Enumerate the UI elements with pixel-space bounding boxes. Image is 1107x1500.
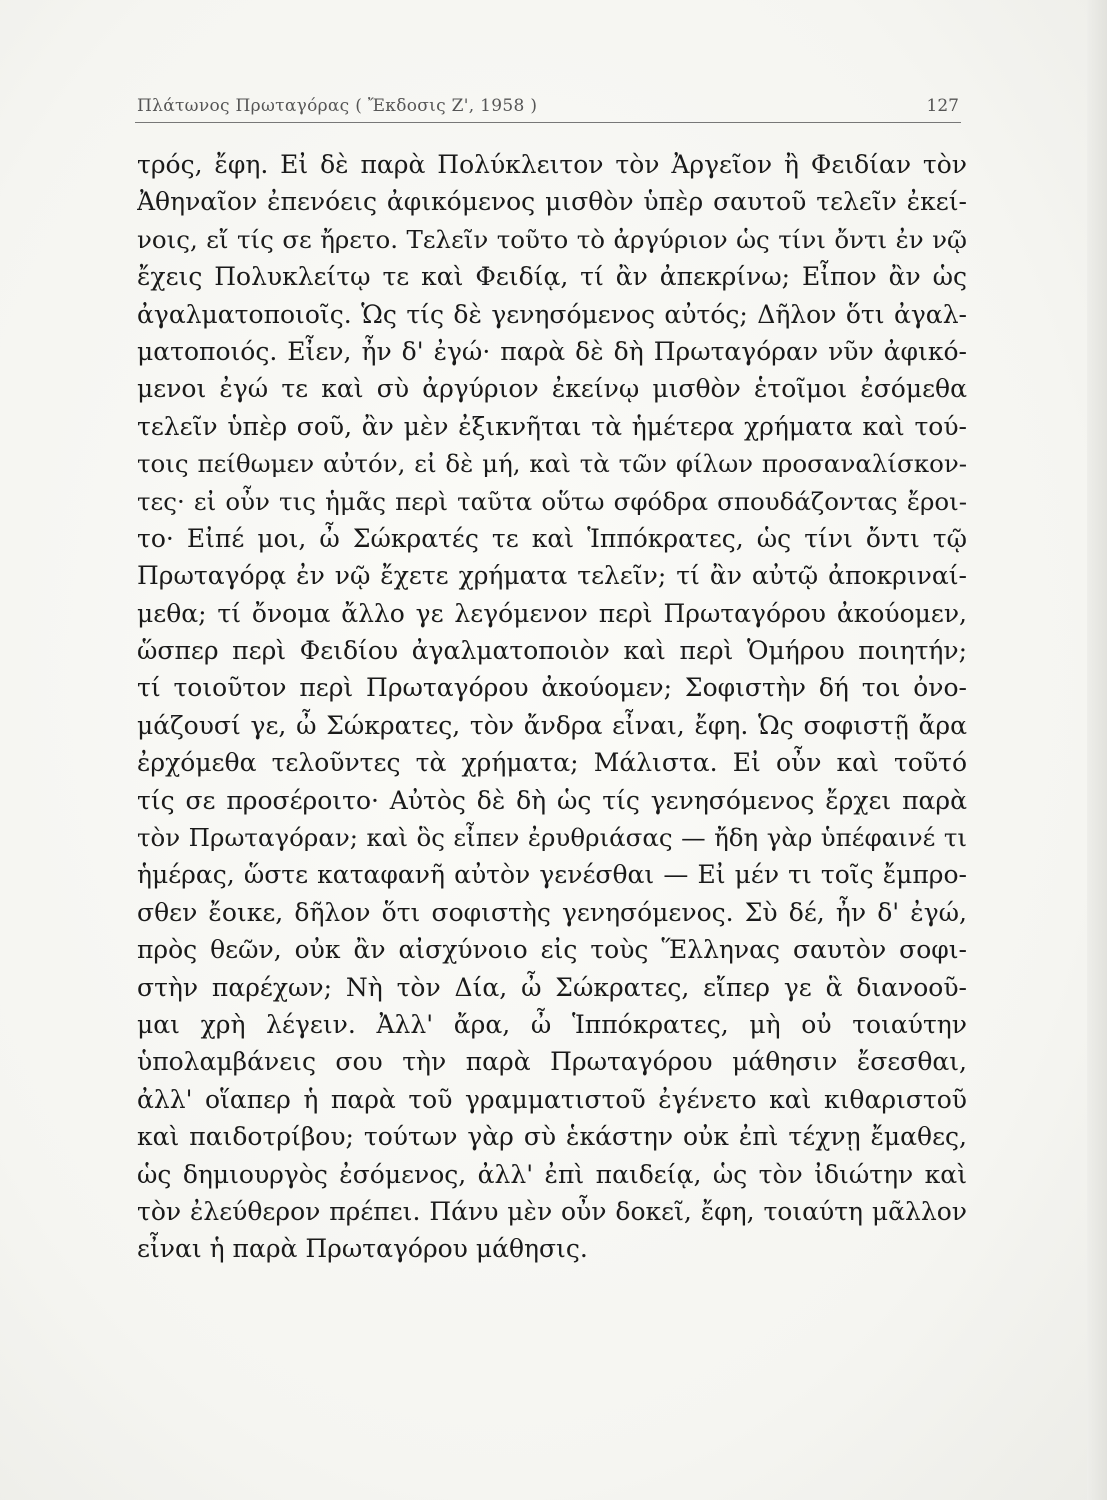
text-line: τρός, ἔφη. Εἰ δὲ παρὰ Πολύκλειτον τὸν Ἀργεῖον ἢ Φειδίαν τὸν (137, 150, 967, 179)
text-line: ὡς δημιουργὸς ἐσόμενος, ἀλλ' ἐπὶ παιδείᾳ, ὡς τὸν ἰδιώτην καὶ (137, 1159, 967, 1189)
text-line: ἀγαλματοποιοῖς. Ὡς τίς δὲ γενησόμενος αὐτός; Δῆλον ὅτι ἀγαλ- (137, 299, 967, 329)
text-line: τὸν Πρωταγόραν; καὶ ὃς εἶπεν ἐρυθριάσας — ἤδη γὰρ ὑπέφαινέ τι (137, 823, 967, 853)
text-line: ἔχεις Πολυκλείτῳ τε καὶ Φειδίᾳ, τί ἂν ἀπεκρίνω; Εἶπον ἂν ὡς (137, 262, 967, 292)
text-line: πρὸς θεῶν, οὐκ ἂν αἰσχύνοιο εἰς τοὺς Ἕλληνας σαυτὸν σοφι- (137, 935, 967, 965)
text-line: εἶναι ἡ παρὰ Πρωταγόρου μάθησις. (137, 1234, 588, 1264)
text-line: μενοι ἐγώ τε καὶ σὺ ἀργύριον ἐκείνῳ μισθὸν ἑτοῖμοι ἐσόμεθα (137, 374, 967, 404)
text-line: τί τοιοῦτον περὶ Πρωταγόρου ἀκούομεν; Σοφιστὴν δή τοι ὀνο- (137, 673, 967, 703)
text-line: στὴν παρέχων; Νὴ τὸν Δία, ὦ Σώκρατες, εἴπερ γε ἃ διανοοῦ- (137, 972, 967, 1002)
text-line: ἡμέρας, ὥστε καταφανῆ αὐτὸν γενέσθαι — Εἰ μέν τι τοῖς ἔμπρο- (137, 860, 967, 890)
page-number: 127 (926, 96, 959, 116)
text-line: ὥσπερ περὶ Φειδίου ἀγαλματοποιὸν καὶ περὶ Ὁμήρου ποιητήν; (137, 636, 967, 666)
text-line: ματοποιός. Εἶεν, ἦν δ' ἐγώ· παρὰ δὲ δὴ Πρωταγόραν νῦν ἀφικό- (137, 336, 967, 366)
text-line: Ἀθηναῖον ἐπενόεις ἀφικόμενος μισθὸν ὑπὲρ σαυτοῦ τελεῖν ἐκεί- (137, 187, 967, 217)
text-line: μεθα; τί ὄνομα ἄλλο γε λεγόμενον περὶ Πρωταγόρου ἀκούομεν, (137, 598, 967, 628)
text-line: νοις, εἴ τίς σε ἤρετο. Τελεῖν τοῦτο τὸ ἀργύριον ὡς τίνι ὄντι ἐν νῷ (137, 224, 967, 254)
running-header-title: Πλάτωνος Πρωταγόρας ( Ἔκδοσις Ζ', 1958 ) (137, 96, 538, 116)
text-line: καὶ παιδοτρίβου; τούτων γὰρ σὺ ἑκάστην οὐκ ἐπὶ τέχνῃ ἔμαθες, (137, 1122, 967, 1152)
text-line: τοις πείθωμεν αὐτόν, εἰ δὲ μή, καὶ τὰ τῶν φίλων προσαναλίσκον- (137, 449, 967, 479)
text-line: μαι χρὴ λέγειν. Ἀλλ' ἄρα, ὦ Ἱππόκρατες, μὴ οὐ τοιαύτην (137, 1009, 967, 1039)
page-edge (1087, 0, 1107, 1500)
text-line: σθεν ἔοικε, δῆλον ὅτι σοφιστὴς γενησόμενος. Σὺ δέ, ἦν δ' ἐγώ, (137, 897, 967, 927)
text-line: το· Εἰπέ μοι, ὦ Σώκρατές τε καὶ Ἱππόκρατες, ὡς τίνι ὄντι τῷ (137, 523, 967, 553)
text-line: ὑπολαμβάνεις σου τὴν παρὰ Πρωταγόρου μάθησιν ἔσεσθαι, (137, 1047, 967, 1077)
text-line: τὸν ἐλεύθερον πρέπει. Πάνυ μὲν οὖν δοκεῖ, ἔφη, τοιαύτη μᾶλλον (137, 1196, 967, 1226)
text-line: ἀλλ' οἵαπερ ἡ παρὰ τοῦ γραμματιστοῦ ἐγένετο καὶ κιθαριστοῦ (137, 1084, 967, 1114)
text-line: Πρωταγόρᾳ ἐν νῷ ἔχετε χρήματα τελεῖν; τί ἂν αὐτῷ ἀποκριναί- (137, 561, 967, 591)
text-line: τίς σε προσέροιτο· Αὐτὸς δὲ δὴ ὡς τίς γενησόμενος ἔρχει παρὰ (137, 785, 967, 815)
body-text (137, 146, 967, 1268)
text-line: ἐρχόμεθα τελοῦντες τὰ χρήματα; Μάλιστα. Εἰ οὖν καὶ τοῦτό (137, 748, 967, 778)
text-line: τες· εἰ οὖν τις ἡμᾶς περὶ ταῦτα οὕτω σφόδρα σπουδάζοντας ἔροι- (137, 486, 967, 516)
text-line: τελεῖν ὑπὲρ σοῦ, ἂν μὲν ἐξικνῆται τὰ ἡμέτερα χρήματα καὶ τού- (137, 411, 967, 441)
text-line: μάζουσί γε, ὦ Σώκρατες, τὸν ἄνδρα εἶναι, ἔφη. Ὡς σοφιστῇ ἄρα (137, 710, 967, 740)
running-header (135, 88, 961, 123)
